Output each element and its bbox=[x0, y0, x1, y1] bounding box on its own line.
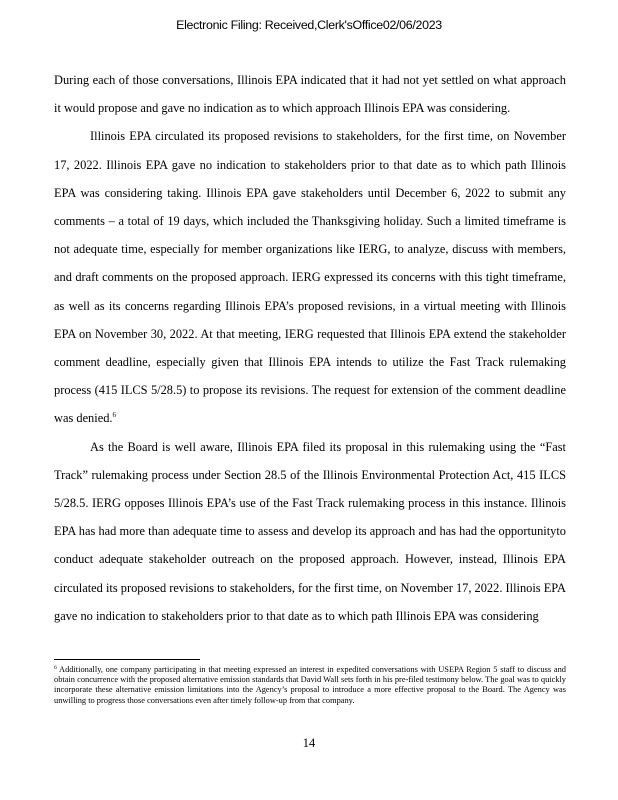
page-number: 14 bbox=[302, 736, 316, 750]
footnote-reference[interactable]: 6 bbox=[112, 411, 116, 420]
document-body bbox=[54, 66, 566, 630]
paragraph-1: During each of those conversations, Illinois EPA indicated that it had not yet settled on what approach it would propose and gave no indication as to which approach Illinois EPA was considering. bbox=[54, 73, 566, 116]
footnote-separator bbox=[54, 659, 200, 660]
footnote-marker: 6 bbox=[54, 665, 57, 671]
footnote bbox=[54, 665, 566, 706]
paragraph-2-text: Illinois EPA circulated its proposed revisions to stakeholders, for the first time, on November 17, 2022. Illinois EPA gave no indication to stakeholders prior to that date as to which path Illinois EPA was considering taking. Illinois EPA gave stakeholders until December 6, 2022 to submit any comments – a total of 19 days, which included the Thanksgiving holiday. Such a limited timeframe is not adequate time, especially for member organizations like IERG, to analyze, discuss with members, and draft comments on the proposed approach. IERG expressed its concerns with this tight timeframe, as well as its concerns regarding Illinois EPA’s proposed revisions, in a virtual meeting with Illinois EPA on November 30, 2022. At that meeting, IERG requested that Illinois EPA extend the stakeholder comment deadline, especially given that Illinois EPA intends to utilize the Fast Track rulemaking process (415 ILCS 5/28.5) to propose its revisions. The request for extension of the comment deadline was denied. bbox=[54, 129, 566, 426]
electronic-filing-stamp: Electronic Filing: Received,Clerk'sOffice02/06/2023 bbox=[176, 18, 442, 32]
paragraph-2 bbox=[54, 122, 566, 432]
footnote-text: Additionally, one company participating in that meeting expressed an interest in expedited conversations with USEPA Region 5 staff to discuss and obtain concurrence with the proposed alternative emission standards that David Wall sets forth in his pre-filed testimony below. The goal was to quickly incorporate these alternative emission limitations into the Agency’s proposal to introduce a more effective proposal to the Board. The Agency was unwilling to progress those conversations even after timely follow-up from that company. bbox=[54, 665, 566, 705]
paragraph-3: As the Board is well aware, Illinois EPA filed its proposal in this rulemaking using the “Fast Track” rulemaking process under Section 28.5 of the Illinois Environmental Protection Act, 415 ILCS 5/28.5. IERG opposes Illinois EPA’s use of the Fast Track rulemaking process in this instance. Illinois EPA has had more than adequate time to assess and develop its approach and has had the opportunityto conduct adequate stakeholder outreach on the proposed approach. However, instead, Illinois EPA circulated its proposed revisions to stakeholders, for the first time, on November 17, 2022. Illinois EPA gave no indication to stakeholders prior to that date as to which path Illinois EPA was considering bbox=[54, 439, 566, 623]
